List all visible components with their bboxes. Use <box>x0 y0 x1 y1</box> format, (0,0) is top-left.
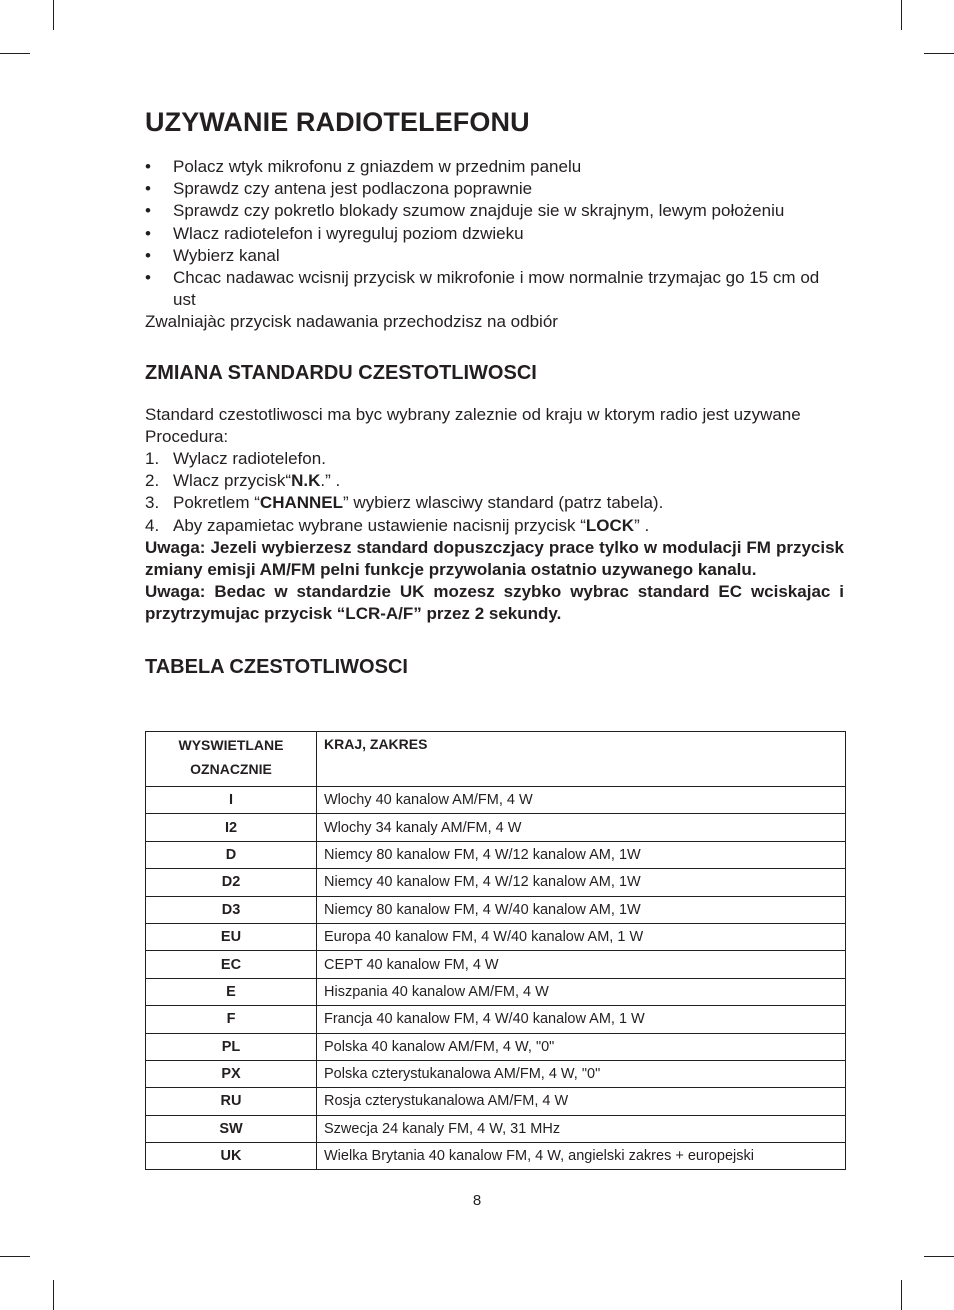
header-code-line2: OZNACZNIE <box>190 761 272 777</box>
bullet-item: • Polacz wtyk mikrofonu z gniazdem w przednim panelu <box>145 156 844 178</box>
step-item <box>145 470 844 492</box>
standard-intro: Standard czestotliwosci ma byc wybrany zaleznie od kraju w ktorym radio jest uzywane <box>145 404 801 424</box>
step-text-post: ” wybierz wlasciwy standard (patrz tabela). <box>343 493 664 513</box>
frequency-table <box>145 731 846 1170</box>
row-desc: Europa 40 kanalow FM, 4 W/40 kanalow AM, 1 W <box>317 923 846 950</box>
row-desc: Wielka Brytania 40 kanalow FM, 4 W, angielski zakres + europejski <box>317 1143 846 1170</box>
row-code: EC <box>146 951 317 978</box>
step-item <box>145 492 844 514</box>
bullet-item: • Sprawdz czy antena jest podlaczona poprawnie <box>145 178 844 200</box>
crop-mark-top-left-h <box>0 53 30 54</box>
row-code: I2 <box>146 814 317 841</box>
bullet-item: • Wlacz radiotelefon i wyreguluj poziom dzwieku <box>145 223 844 245</box>
crop-mark-top-left <box>53 0 54 30</box>
row-desc: Niemcy 40 kanalow FM, 4 W/12 kanalow AM, 1W <box>317 869 846 896</box>
row-code: I <box>146 787 317 814</box>
row-desc: Polska 40 kanalow AM/FM, 4 W, "0" <box>317 1033 846 1060</box>
bullet-item: • Wybierz kanal <box>145 245 844 267</box>
table-row <box>146 896 846 923</box>
step-number: 3. <box>145 493 160 513</box>
step-text-pre: Aby zapamietac wybrane ustawienie nacisnij przycisk “ <box>173 515 586 535</box>
table-row <box>146 869 846 896</box>
row-desc: Niemcy 80 kanalow FM, 4 W/12 kanalow AM, 1W <box>317 841 846 868</box>
usage-bullet-list <box>145 156 844 311</box>
step-text-pre: Wlacz przycisk“ <box>173 471 292 491</box>
crop-mark-bottom-left <box>53 1280 54 1310</box>
header-code <box>146 732 317 787</box>
step-number: 4. <box>145 515 160 535</box>
section-title-usage: UZYWANIE RADIOTELEFONU <box>145 107 530 137</box>
step-number: 2. <box>145 471 160 491</box>
page-number: 8 <box>472 1192 482 1209</box>
step-text: Wylacz radiotelefon. <box>173 449 326 469</box>
row-code: D2 <box>146 869 317 896</box>
row-desc: Wlochy 34 kanaly AM/FM, 4 W <box>317 814 846 841</box>
crop-mark-bottom-right-h <box>924 1256 954 1257</box>
row-code: D3 <box>146 896 317 923</box>
section-title-table: TABELA CZESTOTLIWOSCI <box>145 655 408 678</box>
table-row <box>146 951 846 978</box>
row-code: UK <box>146 1143 317 1170</box>
crop-mark-bottom-left-h <box>0 1256 30 1257</box>
step-number: 1. <box>145 449 160 469</box>
row-desc: Niemcy 80 kanalow FM, 4 W/40 kanalow AM, 1W <box>317 896 846 923</box>
header-code-line1: WYSWIETLANE <box>178 737 284 753</box>
step-item <box>145 515 844 537</box>
table-row <box>146 814 846 841</box>
table-row <box>146 1060 846 1087</box>
table-row <box>146 1006 846 1033</box>
bullet-item: • Sprawdz czy pokretlo blokady szumow znajduje sie w skrajnym, lewym położeniu <box>145 200 844 222</box>
step-key: CHANNEL <box>259 493 344 513</box>
procedure-steps <box>145 448 844 537</box>
crop-mark-top-right-h <box>924 53 954 54</box>
row-code: PX <box>146 1060 317 1087</box>
warning-note-fm: Uwaga: Jezeli wybierzesz standard dopuszczjacy prace tylko w modulacji FM przycisk zmiany emisji AM/FM pelni funkcje przywolania ostatnio uzywanego kanalu. <box>145 537 844 580</box>
section-title-standard: ZMIANA STANDARDU CZESTOTLIWOSCI <box>145 361 537 384</box>
step-text-pre: Pokretlem “ <box>173 493 260 513</box>
procedure-label: Procedura: <box>145 426 229 446</box>
row-code: D <box>146 841 317 868</box>
step-key: N.K <box>291 471 321 491</box>
row-desc: Rosja czterystukanalowa AM/FM, 4 W <box>317 1088 846 1115</box>
table-row <box>146 1088 846 1115</box>
step-text-post: .” . <box>320 471 341 491</box>
table-header-row <box>146 732 846 787</box>
step-key: LOCK <box>585 515 635 535</box>
row-desc: Polska czterystukanalowa AM/FM, 4 W, "0" <box>317 1060 846 1087</box>
row-desc: CEPT 40 kanalow FM, 4 W <box>317 951 846 978</box>
bullet-item: • Chcac nadawac wcisnij przycisk w mikrofonie i mow normalnie trzymajac go 15 cm od ust <box>145 267 844 311</box>
warning-note-uk: Uwaga: Bedac w standardzie UK mozesz szybko wybrac standard EC wciskajac i przytrzymujac przycisk “LCR-A/F” przez 2 sekundy. <box>145 582 844 624</box>
crop-mark-bottom-right <box>901 1280 902 1310</box>
row-code: RU <box>146 1088 317 1115</box>
row-desc: Hiszpania 40 kanalow AM/FM, 4 W <box>317 978 846 1005</box>
table-row <box>146 1143 846 1170</box>
table-row <box>146 978 846 1005</box>
row-code: EU <box>146 923 317 950</box>
release-note: Zwalniajàc przycisk nadawania przechodzisz na odbiór <box>145 312 558 332</box>
row-desc: Szwecja 24 kanaly FM, 4 W, 31 MHz <box>317 1115 846 1142</box>
page-content <box>145 104 844 680</box>
table-row <box>146 841 846 868</box>
row-code: PL <box>146 1033 317 1060</box>
crop-mark-top-right <box>901 0 902 30</box>
table-row <box>146 1115 846 1142</box>
row-code: E <box>146 978 317 1005</box>
standard-body <box>145 404 844 626</box>
row-code: SW <box>146 1115 317 1142</box>
row-desc: Francja 40 kanalow FM, 4 W/40 kanalow AM, 1 W <box>317 1006 846 1033</box>
table-row <box>146 787 846 814</box>
row-code: F <box>146 1006 317 1033</box>
step-item <box>145 448 844 470</box>
table-row <box>146 1033 846 1060</box>
table-row <box>146 923 846 950</box>
step-text-post: ” . <box>634 515 650 535</box>
header-desc: KRAJ, ZAKRES <box>317 732 846 787</box>
row-desc: Wlochy 40 kanalow AM/FM, 4 W <box>317 787 846 814</box>
